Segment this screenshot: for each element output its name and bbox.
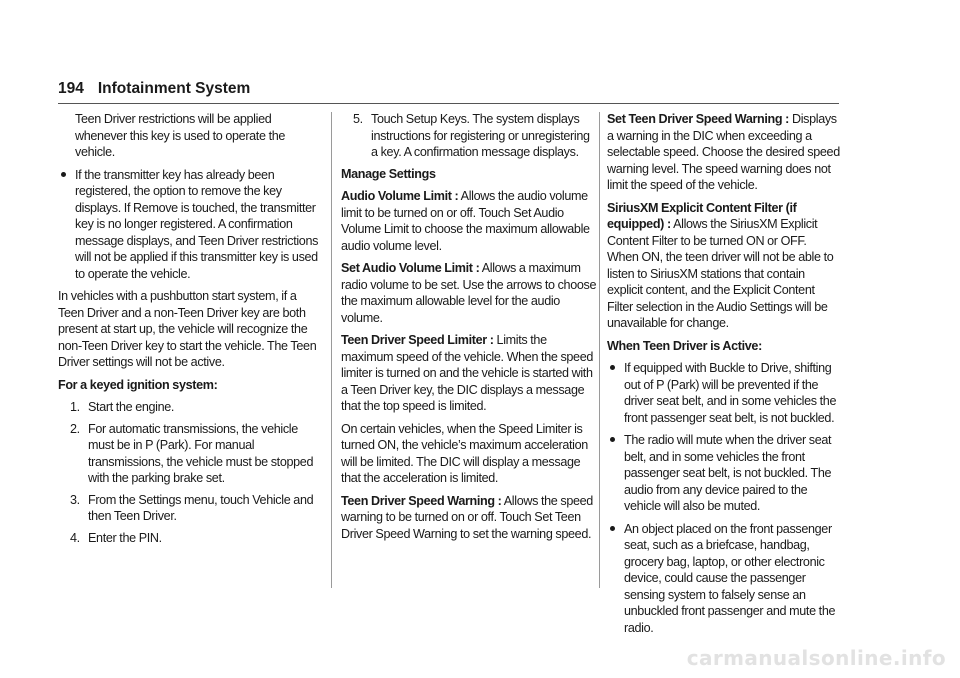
manage-settings-heading: Manage Settings — [341, 166, 436, 181]
continuation-text: Teen Driver restrictions will be applied whenever this key is used to operate the vehicle. — [75, 112, 286, 159]
page-number: 194 — [58, 80, 84, 97]
description: Allows the audio volume limit to be turned on or off. Touch Set Audio Volume Limit to choose the maximum allowable audio volume level. — [341, 189, 590, 253]
bullet-icon — [610, 365, 615, 370]
step-number: 1. — [70, 400, 80, 414]
bullet-text: An object placed on the front passenger seat, such as a briefcase, handbag, grocery bag, laptop, or other electronic device, could cause the passenger sensing system to falsely sense an unbuckled front passenger and mute the radio. — [624, 521, 836, 635]
step-text: For automatic transmissions, the vehicle must be in P (Park). For manual transmissions, the vehicle must be stopped with the parking brake set. — [88, 421, 314, 485]
step-item — [341, 111, 598, 161]
bullet-text: If the transmitter key has already been registered, the option to remove the key displays. If Remove is touched, the transmitter key is no longer registered. A confirmation message displays, and Teen Driver restrictions will not be applied if this transmitter key is used to operate the vehicle. — [75, 167, 319, 281]
list-item — [58, 167, 320, 283]
step-number: 2. — [70, 421, 80, 436]
header-rule — [58, 103, 839, 104]
speed-warning-entry — [341, 493, 598, 543]
list-item — [607, 360, 840, 426]
step-item — [58, 530, 320, 547]
column-1 — [58, 111, 320, 551]
teen-driver-active-heading: When Teen Driver is Active: — [607, 338, 762, 353]
acceleration-paragraph: On certain vehicles, when the Speed Limiter is turned ON, the vehicle’s maximum acceleration will be limited. The DIC will display a message that the acceleration is limited. — [341, 421, 588, 485]
description: Allows a maximum radio volume to be set. Use the arrows to choose the maximum allowable level for the audio volume. — [341, 261, 597, 325]
step-item — [58, 421, 320, 487]
column-3 — [607, 111, 840, 642]
keyed-ignition-heading: For a keyed ignition system: — [58, 377, 218, 392]
description: Allows the SiriusXM Explicit Content Filter to be turned ON or OFF. When ON, the teen driver will not be able to listen to SiriusXM stations that contain explicit content, and the Explicit Content Filter selection in the Audio Settings will be unavailable for change. — [607, 217, 834, 330]
step-text: Start the engine. — [88, 400, 175, 414]
list-item — [607, 521, 840, 637]
term: Set Audio Volume Limit : — [341, 261, 480, 275]
step-number: 3. — [70, 492, 80, 507]
term: Audio Volume Limit : — [341, 189, 459, 203]
watermark: carmanualsonline.info — [686, 646, 946, 670]
step-number: 5. — [353, 112, 363, 126]
column-divider — [599, 112, 600, 588]
list-item — [607, 432, 840, 515]
bullet-text: The radio will mute when the driver seat belt, and in some vehicles the front passenger seat belt, is not buckled. The audio from any device paired to the vehicle will also be muted. — [624, 433, 832, 513]
audio-volume-limit-entry — [341, 188, 598, 254]
bullet-icon — [61, 172, 66, 177]
term: Teen Driver Speed Limiter : — [341, 333, 494, 347]
column-divider — [331, 112, 332, 588]
term: SiriusXM Explicit Content Filter (if equipped) : — [607, 200, 797, 231]
pushbutton-paragraph: In vehicles with a pushbutton start system, if a Teen Driver and a non-Teen Driver key are both present at start up, the vehicle will recognize the non-Teen Driver key to start the vehicle. The Teen Driver settings will not be active. — [58, 289, 317, 369]
step-text: Touch Setup Keys. The system displays instructions for registering or unregistering a key. A confirmation message displays. — [371, 112, 590, 159]
set-speed-warning-entry — [607, 111, 840, 194]
section-title: Infotainment System — [97, 80, 251, 97]
column-2 — [341, 111, 598, 548]
set-audio-volume-entry — [341, 260, 598, 326]
step-text: From the Settings menu, touch Vehicle and then Teen Driver. — [88, 492, 314, 523]
bullet-icon — [610, 437, 615, 442]
term: Set Teen Driver Speed Warning : — [607, 112, 789, 126]
siriusxm-filter-entry — [607, 200, 840, 332]
bullet-icon — [610, 526, 615, 531]
step-item — [58, 492, 320, 525]
speed-limiter-entry — [341, 332, 598, 415]
term: Teen Driver Speed Warning : — [341, 493, 502, 508]
description: Allows the speed warning to be turned on or off. Touch Set Teen Driver Speed Warning to set the warning speed. — [341, 493, 593, 541]
description: Limits the maximum speed of the vehicle. When the speed limiter is turned on and the vehicle is started with a Teen Driver key, the DIC displays a message that the top speed is limited. — [341, 333, 594, 413]
step-text: Enter the PIN. — [88, 530, 162, 545]
step-item — [58, 399, 320, 416]
step-number: 4. — [70, 530, 80, 545]
bullet-text: If equipped with Buckle to Drive, shifting out of P (Park) will be prevented if the driver seat belt, and in some vehicles the front passenger seat belt, is not buckled. — [624, 361, 837, 425]
description: Displays a warning in the DIC when exceeding a selectable speed. Choose the desired speed warning level. The speed warning does not limit the speed of the vehicle. — [607, 112, 840, 192]
